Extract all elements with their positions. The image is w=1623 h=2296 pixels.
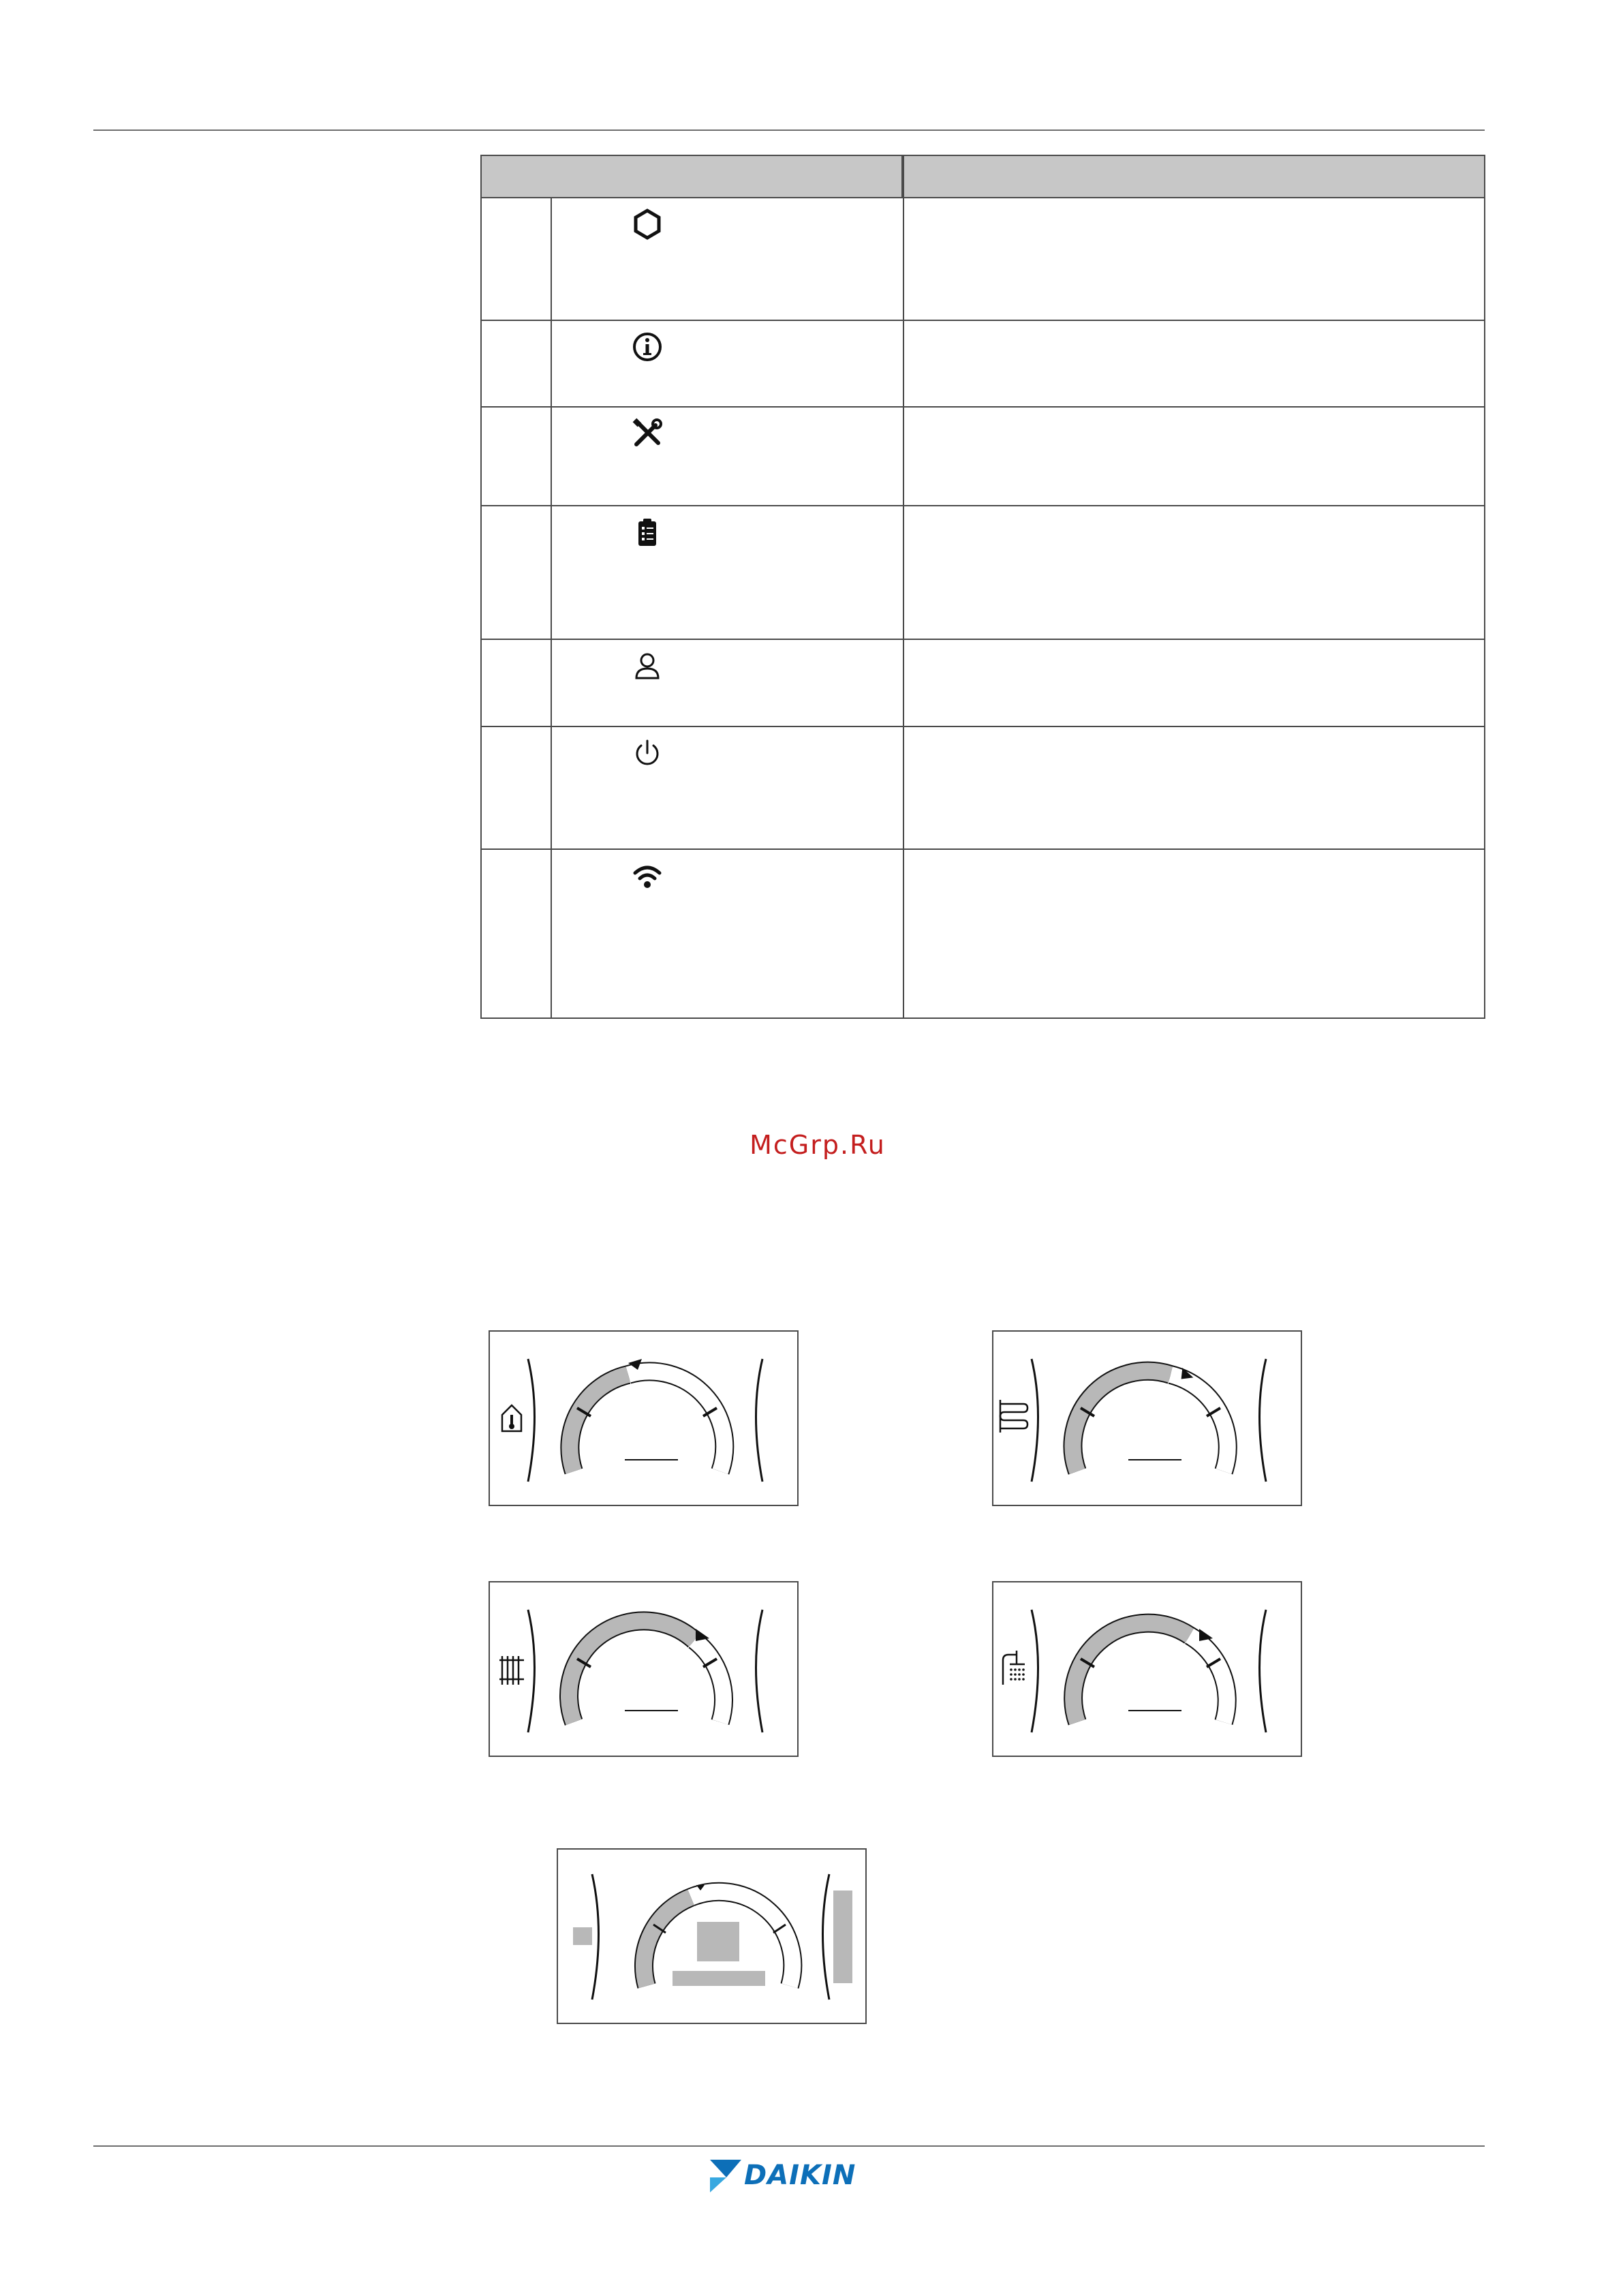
table-row (480, 506, 1485, 640)
daikin-logo-text: DAIKIN (744, 2160, 856, 2191)
top-rule (93, 129, 1485, 131)
power-icon (630, 735, 665, 771)
underfloor-heating-icon (1000, 1400, 1027, 1433)
dial (1073, 1368, 1228, 1471)
daikin-logo (709, 2157, 872, 2196)
user-icon (630, 648, 665, 684)
screen-room-thermostat (489, 1330, 799, 1506)
screen-tank-shower (992, 1581, 1302, 1757)
dial (644, 1885, 792, 1986)
table-header-description (903, 155, 1485, 198)
screen-radiator (489, 1581, 799, 1757)
watermark: McGrp.Ru (749, 1130, 886, 1160)
table-row (480, 727, 1485, 850)
hexagon-icon (630, 206, 665, 242)
arrow-right-icon (1199, 1629, 1213, 1641)
table-row (480, 640, 1485, 727)
room-thermostat-icon (502, 1405, 521, 1431)
bottom-rule (93, 2145, 1485, 2147)
dial (1073, 1623, 1227, 1722)
table-row (480, 850, 1485, 1019)
table-header-icon (480, 155, 903, 198)
table-row (480, 321, 1485, 408)
info-icon (630, 329, 665, 365)
generic-placeholder-icon (573, 1927, 592, 1945)
table-row (480, 198, 1485, 321)
tools-icon (630, 416, 665, 451)
side-bar-placeholder (833, 1891, 852, 1983)
value-placeholder (697, 1922, 739, 1961)
clipboard-checklist-icon (630, 515, 665, 550)
label-placeholder (673, 1971, 765, 1986)
wifi-icon (630, 858, 665, 893)
dial (569, 1621, 724, 1722)
radiator-icon (499, 1656, 524, 1685)
screen-generic (557, 1848, 867, 2024)
dial (570, 1359, 724, 1471)
screen-underfloor-heating (992, 1330, 1302, 1506)
daikin-logo-mark (709, 2158, 743, 2194)
icon-description-table (480, 155, 1485, 1019)
tank-shower-icon (1003, 1651, 1025, 1685)
table-row (480, 408, 1485, 506)
